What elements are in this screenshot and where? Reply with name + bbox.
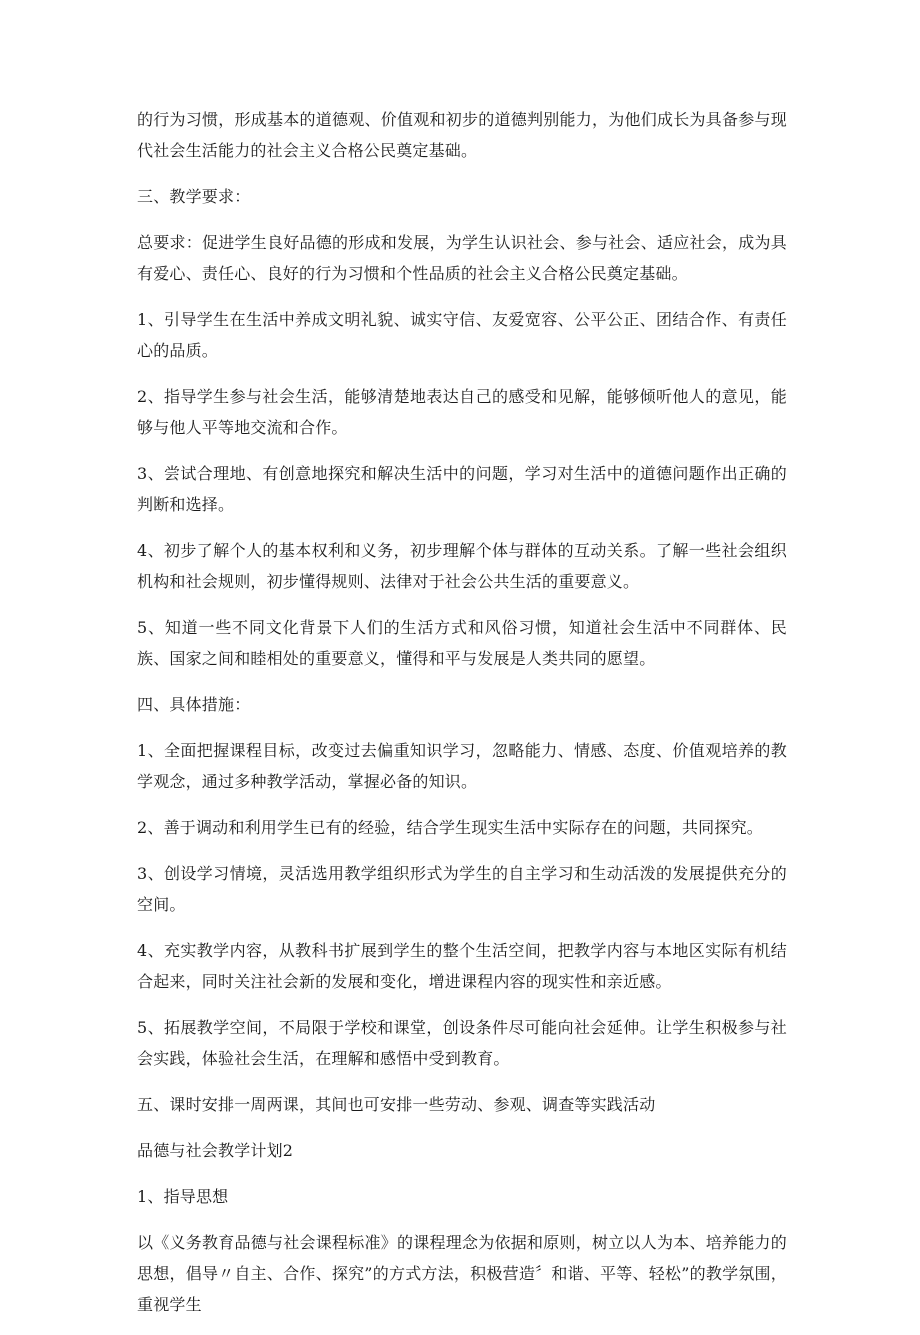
document-body <box>137 104 787 1335</box>
list-item: 1、引导学生在生活中养成文明礼貌、诚实守信、友爱宽容、公平公正、团结合作、有责任心的品质。 <box>137 310 787 360</box>
list-item: 3、创设学习情境，灵活选用教学组织形式为学生的自主学习和生动活泼的发展提供充分的空间。 <box>137 864 787 914</box>
section-heading-teaching-requirements: 三、教学要求： <box>137 187 251 206</box>
section-heading-guiding-ideology: 1、指导思想 <box>137 1187 229 1206</box>
list-item: 5、拓展教学空间，不局限于学校和课堂，创设条件尽可能向社会延伸。让学生积极参与社会实践，体验社会生活，在理解和感悟中受到教育。 <box>137 1018 787 1068</box>
list-item: 4、初步了解个人的基本权利和义务，初步理解个体与群体的互动关系。了解一些社会组织机构和社会规则，初步懂得规则、法律对于社会公共生活的重要意义。 <box>137 541 787 591</box>
paragraph-continuation: 的行为习惯，形成基本的道德观、价值观和初步的道德判别能力，为他们成长为具备参与现代社会生活能力的社会主义合格公民奠定基础。 <box>137 110 787 160</box>
list-item: 1、全面把握课程目标，改变过去偏重知识学习，忽略能力、情感、态度、价值观培养的教学观念，通过多种教学活动，掌握必备的知识。 <box>137 741 787 791</box>
list-item: 4、充实教学内容，从教科书扩展到学生的整个生活空间，把教学内容与本地区实际有机结合起来，同时关注社会新的发展和变化，增进课程内容的现实性和亲近感。 <box>137 941 787 991</box>
list-item: 5、知道一些不同文化背景下人们的生活方式和风俗习惯，知道社会生活中不同群体、民族、国家之间和睦相处的重要意义，懂得和平与发展是人类共同的愿望。 <box>137 618 787 668</box>
paragraph-general-requirement: 总要求：促进学生良好品德的形成和发展，为学生认识社会、参与社会、适应社会，成为具有爱心、责任心、良好的行为习惯和个性品质的社会主义合格公民奠定基础。 <box>137 233 787 283</box>
section-heading-schedule: 五、课时安排一周两课，其间也可安排一些劳动、参观、调查等实践活动 <box>137 1095 656 1114</box>
list-item: 3、尝试合理地、有创意地探究和解决生活中的问题，学习对生活中的道德问题作出正确的判断和选择。 <box>137 464 787 514</box>
list-item: 2、指导学生参与社会生活，能够清楚地表达自己的感受和见解，能够倾听他人的意见，能够与他人平等地交流和合作。 <box>137 387 787 437</box>
section-heading-measures: 四、具体措施： <box>137 695 251 714</box>
document-subtitle: 品德与社会教学计划2 <box>137 1141 294 1160</box>
paragraph-guiding-ideology: 以《义务教育品德与社会课程标准》的课程理念为依据和原则，树立以人为本、培养能力的思想，倡导〃自主、合作、探究”的方式方法，积极营造〞和谐、平等、轻松”的教学氛围，重视学生 <box>137 1233 787 1314</box>
list-item: 2、善于调动和利用学生已有的经验，结合学生现实生活中实际存在的问题，共同探究。 <box>137 818 763 837</box>
